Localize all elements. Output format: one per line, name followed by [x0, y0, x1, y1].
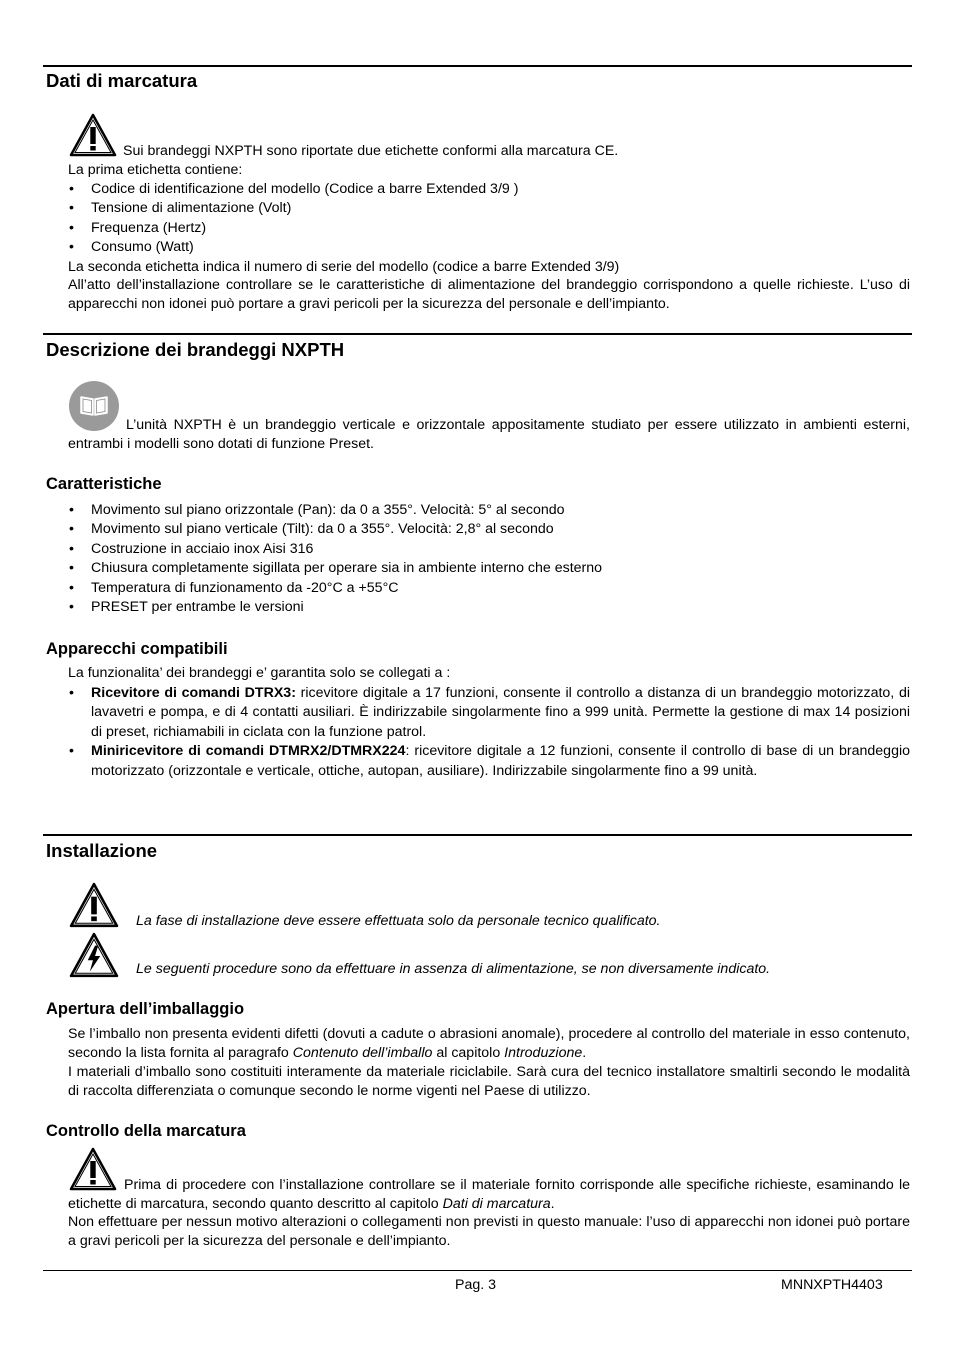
list-item: • Movimento sul piano orizzontale (Pan): da 0 a 355°. Velocità: 5° al secondo — [68, 501, 910, 520]
apertura-paragraph-2: I materiali d’imballo sono costituiti interamente da materiale riciclabile. Sarà cura del tecnico installatore smaltirli secondo le modalità di raccolta differenziata o comunque secondo le norme vigenti nel Paese di utilizzo. — [68, 1064, 910, 1100]
device-name: Ricevitore di comandi DTRX3: — [91, 685, 296, 701]
device-name: Miniricevitore di comandi DTMRX2/DTMRX224 — [91, 743, 406, 760]
text-run: . — [582, 1045, 587, 1062]
first-label-intro: La prima etichetta contiene: — [68, 162, 243, 178]
section-divider — [43, 333, 912, 335]
list-item: • Movimento sul piano verticale (Tilt): da 0 a 355°. Velocità: 2,8° al secondo — [68, 520, 910, 539]
heading-apparecchi-compatibili: Apparecchi compatibili — [46, 640, 228, 658]
heading-controllo-marcatura: Controllo della marcatura — [46, 1122, 246, 1140]
list-item: • Consumo (Watt) — [68, 238, 910, 257]
list-item: • Chiusura completamente sigillata per operare sia in ambiente interno che esterno — [68, 559, 910, 578]
heading-caratteristiche: Caratteristiche — [46, 475, 162, 493]
first-label-list — [68, 180, 910, 258]
footer-divider — [43, 1270, 912, 1271]
compatibili-list — [68, 684, 910, 781]
caratteristiche-list — [68, 501, 910, 617]
list-item — [68, 684, 910, 742]
warning-triangle-icon — [69, 113, 117, 157]
text-run: . — [550, 1196, 555, 1213]
second-label-text: La seconda etichetta indica il numero di serie del modello (codice a barre Extended 3/9) — [68, 259, 620, 275]
list-item: • Frequenza (Hertz) — [68, 219, 910, 238]
reference-dati-marcatura: Dati di marcatura — [442, 1196, 551, 1213]
list-item: • PRESET per entrambe le versioni — [68, 598, 910, 617]
heading-apertura-imballaggio: Apertura dell’imballaggio — [46, 1000, 245, 1018]
electric-hazard-icon — [69, 932, 119, 978]
controllo-paragraph-2: Non effettuare per nessun motivo alterazioni o collegamenti non previsti in questo manuale: l’uso di apparecchi non idonei può portare a gravi pericoli per la sicurezza del personale e dell’impianto. — [68, 1214, 910, 1250]
installazione-warning-power: Le seguenti procedure sono da effettuare in assenza di alimentazione, se non diversamente indicato. — [136, 961, 771, 977]
document-code: MNNXPTH4403 — [781, 1277, 883, 1293]
apertura-paragraph-1 — [68, 1025, 910, 1064]
list-item — [68, 742, 910, 781]
warning-triangle-icon — [69, 882, 119, 928]
compatibili-intro: La funzionalita’ dei brandeggi e’ garantita solo se collegati a : — [68, 665, 451, 681]
text-run: Prima di procedere con l’installazione controllare se il materiale fornito corrisponde alle specifiche richieste, esaminando le etichette di marcatura, secondo quanto descritto al capitolo — [68, 1177, 910, 1213]
section-divider — [43, 834, 912, 836]
heading-descrizione: Descrizione dei brandeggi NXPTH — [46, 339, 345, 360]
text-run: Se l’imballo non presenta evidenti difetti (dovuti a cadute o abrasioni anomale), procedere al controllo del materiale in esso contenuto, secondo la lista fornita al paragrafo — [68, 1026, 910, 1062]
marcatura-intro: Sui brandeggi NXPTH sono riportate due etichette conformi alla marcatura CE. — [123, 143, 619, 159]
controllo-paragraph-1 — [68, 1176, 910, 1215]
heading-dati-marcatura: Dati di marcatura — [46, 70, 198, 91]
page-number: Pag. 3 — [455, 1277, 497, 1293]
device-description: ricevitore digitale a 17 funzioni, consente il controllo a distanza di un brandeggio motorizzato, di lavavetri e pompa, e di 4 contatti ausiliari. È indirizzabile singolarmente fino a 999 unità. Permette la gestione di max 14 posizioni di preset, richiamabili in ciclata con la funzione patrol. — [91, 685, 910, 740]
reference-introduzione: Introduzione — [504, 1045, 583, 1062]
device-description: : ricevitore digitale a 12 funzioni, consente il controllo di base di un brandeggio motorizzato (orizzontale e verticale, ottiche, autopan, ausiliare). Indirizzabile singolarmente fino a 99 unità. — [91, 743, 910, 779]
list-item: • Costruzione in acciaio inox Aisi 316 — [68, 540, 910, 559]
list-item: • Codice di identificazione del modello (Codice a barre Extended 3/9 ) — [68, 180, 910, 199]
list-item: • Tensione di alimentazione (Volt) — [68, 199, 910, 218]
heading-installazione: Installazione — [46, 840, 158, 861]
installazione-warning-qualified: La fase di installazione deve essere effettuata solo da personale tecnico qualificato. — [136, 913, 661, 929]
descrizione-text: L’unità NXPTH è un brandeggio verticale e orizzontale appositamente studiato per essere utilizzato in ambienti esterni, entrambi i modelli sono dotati di funzione Preset. — [68, 417, 910, 453]
marcatura-warning: All’atto dell’installazione controllare se le caratteristiche di alimentazione del brandeggio corrispondono a quelle richieste. L’uso di apparecchi non idonei può portare a gravi pericoli per la sicurezza del personale e dell’impianto. — [68, 277, 910, 313]
section-divider — [43, 65, 912, 67]
text-run: al capitolo — [432, 1045, 505, 1062]
list-item: • Temperatura di funzionamento da -20°C a +55°C — [68, 579, 910, 598]
reference-contenuto: Contenuto dell’imballo — [292, 1045, 433, 1062]
